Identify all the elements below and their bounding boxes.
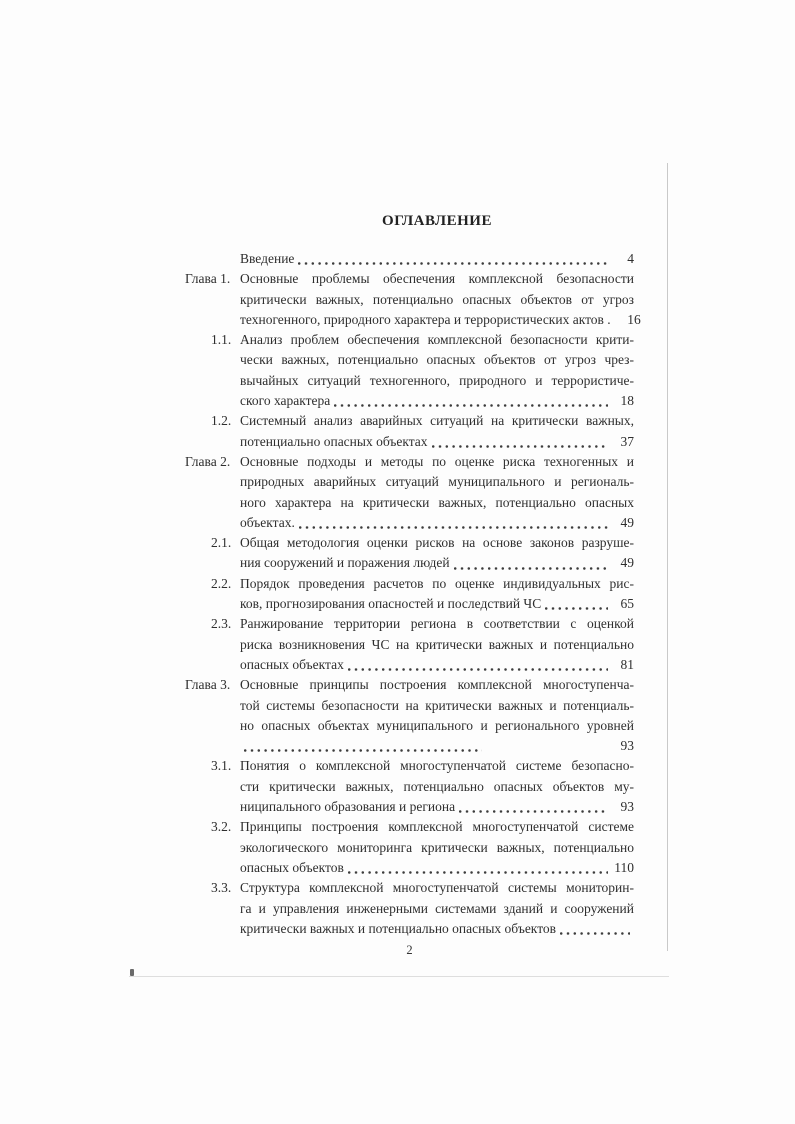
page-title: ОГЛАВЛЕНИЕ xyxy=(382,213,492,229)
entry-text-line: Ранжирование территории региона в соответствии с оценкой xyxy=(240,616,634,632)
toc-entry xyxy=(185,574,634,615)
entry-text-line: природных аварийных ситуаций муниципального и региональ- xyxy=(240,474,634,490)
dot-leader xyxy=(348,668,608,671)
entry-text: ния сооружений и поражения людей xyxy=(240,555,450,571)
entry-label: 1.1. xyxy=(211,332,232,348)
entry-text-line: ного характера на критически важных, потенциально опасных xyxy=(240,494,634,510)
toc-entry xyxy=(185,817,634,878)
entry-text-line: Структура комплексной многоступенчатой системы мониторин- xyxy=(240,880,634,896)
entry-text-line: чески важных, потенциально опасных объектов от угроз чрез- xyxy=(240,352,634,368)
entry-text-line: Системный анализ аварийных ситуаций на критически важных, xyxy=(240,413,634,429)
dot-leader xyxy=(298,262,608,265)
entry-text: опасных объектах xyxy=(240,656,344,672)
entry-page-number: 110 xyxy=(614,859,634,875)
entry-label: Глава 1. xyxy=(185,271,231,287)
entry-text: объектах. xyxy=(240,514,295,530)
toc-entry xyxy=(185,452,634,533)
entry-text-line: Основные принципы построения комплексной многоступенча- xyxy=(240,677,634,693)
entry-page-number: 49 xyxy=(620,514,634,530)
entry-text: потенциально опасных объектах xyxy=(240,433,428,449)
dot-leader xyxy=(432,445,608,448)
entry-page-number: 81 xyxy=(620,656,634,672)
entry-text-line: Принципы построения комплексной многоступенчатой системе xyxy=(240,819,634,835)
entry-page-number: 93 xyxy=(620,738,634,754)
entry-text: опасных объектов xyxy=(240,859,344,875)
entry-text-line: риска возникновения ЧС на критически важных и потенциально xyxy=(240,636,634,652)
entry-page-number: 37 xyxy=(620,433,634,449)
entry-page-number: 4 xyxy=(627,251,634,266)
toc-entry xyxy=(185,249,634,269)
toc-content xyxy=(185,213,641,939)
dot-leader xyxy=(334,404,608,407)
entry-text-line: экологического мониторинга критически важных, потенциально xyxy=(240,839,634,855)
entry-text-line: той системы безопасности на критически важных и потенциаль- xyxy=(240,697,634,713)
scan-edge-right-line xyxy=(667,163,668,951)
entry-label: 2.3. xyxy=(211,616,232,632)
entry-text-line: Анализ проблем обеспечения комплексной безопасности крити- xyxy=(240,332,634,348)
entry-text-line: критически важных, потенциально опасных объектов от угроз xyxy=(240,291,634,307)
entry-text: ниципального образования и региона xyxy=(240,799,456,815)
entry-text-line: га и управления инженерными системами зданий и сооружений xyxy=(240,900,634,916)
toc-entry xyxy=(185,614,634,675)
entry-text-line: Общая методология оценки рисков на основе законов разруше- xyxy=(240,535,634,551)
dot-leader xyxy=(454,567,608,570)
dot-leader xyxy=(348,871,608,874)
entry-text: техногенного, природного характера и террористических актов . xyxy=(240,311,611,327)
entry-text: критически важных и потенциально опасных объектов xyxy=(240,920,557,936)
toc-entry xyxy=(185,411,634,452)
entry-label: 2.2. xyxy=(211,575,232,591)
entry-text-line: Основные подходы и методы по оценке риска техногенных и xyxy=(240,453,634,469)
entry-label: Глава 3. xyxy=(185,677,231,693)
dot-leader xyxy=(244,749,482,752)
entry-text: Введение xyxy=(240,251,295,266)
entry-page-number: 18 xyxy=(620,393,634,409)
entry-text-line: Основные проблемы обеспечения комплексной безопасности xyxy=(240,271,634,287)
scan-artifact-speck xyxy=(130,969,134,976)
table-of-contents xyxy=(185,249,641,939)
entry-text-line: но опасных объектах муниципального и регионального уровней xyxy=(240,717,634,733)
entry-label: 3.1. xyxy=(211,758,232,774)
entry-text: ков, прогнозирования опасностей и последствий ЧС xyxy=(240,596,542,612)
entry-page-number: 65 xyxy=(620,596,634,612)
entry-page-number: 93 xyxy=(620,799,634,815)
folio-page-number: 2 xyxy=(406,943,413,957)
scan-edge-bottom-line xyxy=(129,976,669,977)
dot-leader xyxy=(545,607,608,610)
entry-label: 1.2. xyxy=(211,413,232,429)
toc-entry xyxy=(185,675,634,756)
dot-leader xyxy=(299,526,608,529)
dot-leader xyxy=(459,810,608,813)
entry-label: Глава 2. xyxy=(185,453,231,469)
entry-text-line: Порядок проведения расчетов по оценке индивидуальных рис- xyxy=(240,575,634,591)
toc-entry xyxy=(185,878,634,939)
entry-text: ского характера xyxy=(240,393,331,409)
entry-text-line: вычайных ситуаций техногенного, природного и террористиче- xyxy=(240,372,634,388)
entry-label: 3.3. xyxy=(211,880,232,896)
entry-text-line: сти критически важных, потенциально опасных объектов му- xyxy=(240,778,634,794)
toc-entry xyxy=(185,533,634,574)
entry-label: 3.2. xyxy=(211,819,232,835)
entry-label: 2.1. xyxy=(211,535,232,551)
entry-page-number: 16 xyxy=(627,311,641,327)
entry-text-line: Понятия о комплексной многоступенчатой системе безопасно- xyxy=(240,758,634,774)
entry-page-number: 49 xyxy=(620,555,634,571)
toc-entry xyxy=(185,269,641,330)
dot-leader xyxy=(560,932,630,935)
toc-entry xyxy=(185,756,634,817)
toc-entry xyxy=(185,330,634,411)
